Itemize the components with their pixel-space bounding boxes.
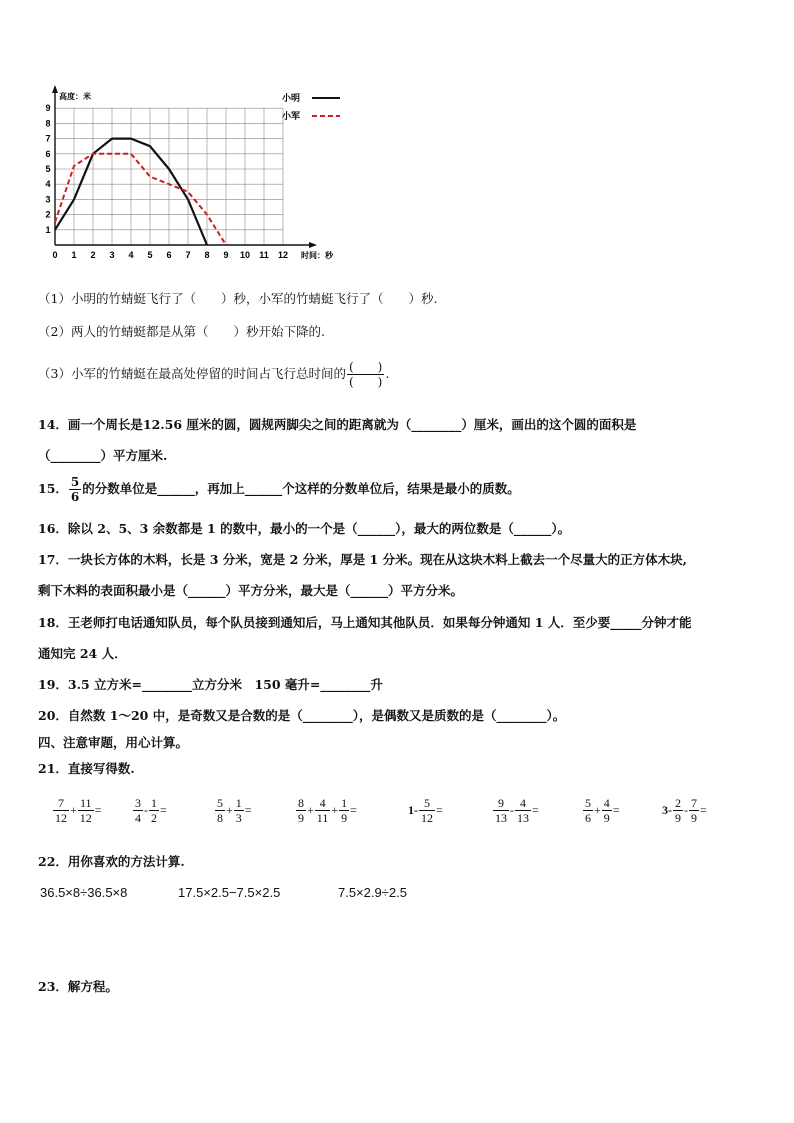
operator: = — [612, 803, 620, 817]
operator: = — [94, 803, 102, 817]
y-tick-label: 6 — [45, 148, 51, 159]
fraction-numerator: 11 — [78, 796, 94, 811]
x-tick-label: 8 — [204, 250, 210, 260]
fraction-numerator: 9 — [493, 796, 509, 811]
fraction-numerator: 1 — [341, 796, 348, 810]
x-tick-label: 10 — [239, 250, 251, 260]
q22-title: 22．用你喜欢的方法计算. — [38, 854, 185, 869]
section-heading: 四、注意审题，用心计算。 — [38, 735, 189, 750]
fraction-denominator: 12 — [79, 811, 92, 825]
q21-expression — [214, 796, 252, 825]
fraction-numerator: 3 — [135, 796, 141, 810]
x-axis-arrow — [309, 242, 317, 248]
operator: = — [436, 803, 443, 817]
x-tick-label: 3 — [109, 250, 115, 260]
x-tick-label: 7 — [185, 250, 191, 260]
y-axis-label: 高度：米 — [59, 92, 91, 102]
operator: + — [70, 803, 77, 817]
y-tick-label: 2 — [45, 209, 51, 220]
y-tick-label: 4 — [45, 179, 51, 190]
fraction — [515, 796, 531, 825]
operator: = — [700, 803, 707, 817]
fraction-denominator: 9 — [298, 811, 304, 825]
q21-expression — [295, 796, 357, 825]
q22-expr-2: 17.5×2.5−7.5×2.5 — [178, 885, 281, 900]
y-tick-label: 5 — [45, 164, 51, 174]
legend-label: 小军 — [282, 111, 301, 121]
fraction-numerator: 5 — [419, 796, 435, 811]
fraction — [149, 796, 159, 825]
operator: = — [160, 803, 167, 817]
y-axis-arrow — [52, 85, 58, 93]
q13-part2: （2）两人的竹蜻蜓都是从第（ ）秒开始下降的. — [38, 324, 325, 339]
legend-label: 小明 — [282, 93, 301, 103]
fraction — [602, 796, 612, 825]
operator: - — [684, 803, 688, 817]
operator: + — [594, 803, 601, 817]
x-tick-label: 12 — [277, 250, 289, 260]
q13-part1: （1）小明的竹蜻蜓飞行了（ ）秒，小军的竹蜻蜓飞行了（ ）秒. — [38, 291, 438, 306]
q18-line1: 18．王老师打电话通知队员，每个队员接到通知后，马上通知其他队员．如果每分钟通知 1 人．至少要_____分钟才能 — [38, 615, 692, 630]
fraction-numerator: 4 — [603, 796, 610, 810]
operator: - — [510, 803, 514, 817]
fraction — [493, 796, 509, 825]
q21-expression — [582, 796, 620, 825]
fraction-denominator: 9 — [691, 811, 697, 825]
q14-line1: 14．画一个周长是12.56 厘米的圆，圆规两脚尖之间的距离就为（________）厘米，画出的这个圆的面积是 — [38, 417, 637, 432]
x-tick-label: 1 — [71, 250, 77, 260]
fraction — [315, 796, 331, 825]
y-tick-label: 9 — [45, 103, 51, 114]
operator: 3- — [662, 803, 672, 817]
flight-chart — [30, 85, 360, 275]
fraction-denominator: 3 — [235, 811, 242, 825]
q21-expression — [52, 796, 102, 825]
fraction-numerator: 5 — [217, 796, 223, 810]
fraction-numerator: 1 — [235, 796, 242, 810]
operator: + — [307, 803, 314, 817]
q15 — [38, 475, 520, 504]
fraction — [419, 796, 435, 825]
q13-part3-text: （3）小军的竹蜻蜓在最高处停留的时间占飞行总时间的 — [38, 366, 346, 381]
fraction-numerator: 1 — [151, 796, 157, 810]
fraction — [583, 796, 593, 825]
operator: - — [144, 803, 148, 817]
fraction-numerator: 7 — [53, 796, 69, 811]
x-axis-label: 时间：秒 — [301, 251, 333, 260]
y-tick-label: 7 — [45, 133, 51, 144]
q17-line2: 剩下木料的表面积最小是（______）平方分米，最大是（______）平方分米。 — [38, 583, 464, 598]
q21-expression — [662, 796, 707, 825]
fraction — [215, 796, 225, 825]
fraction-denominator: 13 — [517, 811, 529, 825]
q21-expression — [492, 796, 539, 825]
fraction-denominator: 6 — [585, 811, 591, 825]
q18-line2: 通知完 24 人． — [38, 646, 127, 661]
q21-expression — [408, 796, 443, 825]
x-tick-label: 0 — [52, 250, 58, 260]
fraction — [296, 796, 306, 825]
fraction-numerator: ( ) — [348, 360, 383, 374]
fraction-denominator: 9 — [675, 811, 681, 825]
q16: 16．除以 2、5、3 余数都是 1 的数中，最小的一个是（______），最大的两位数是（______）。 — [38, 521, 571, 536]
fraction-denominator: 9 — [341, 811, 348, 825]
fraction-numerator: 8 — [298, 796, 304, 810]
q15-number: 15． — [38, 481, 68, 496]
fraction-denominator: 11 — [316, 811, 329, 825]
x-tick-label: 9 — [223, 250, 229, 260]
q15-text: 的分数单位是______，再加上______个这样的分数单位后，结果是最小的质数。 — [82, 481, 520, 496]
fraction-denominator: 12 — [55, 811, 67, 825]
q22-expr-1: 36.5×8÷36.5×8 — [40, 885, 128, 900]
fraction-denominator: 13 — [495, 811, 507, 825]
fraction-denominator: 6 — [70, 490, 80, 504]
fraction-denominator: 4 — [135, 811, 141, 825]
fraction-numerator: 4 — [515, 796, 531, 811]
operator: 1- — [408, 803, 418, 817]
y-tick-label: 3 — [45, 194, 51, 205]
operator: + — [331, 803, 339, 817]
fraction-denominator: 9 — [603, 811, 610, 825]
fraction — [339, 796, 349, 825]
q23-title: 23．解方程。 — [38, 979, 118, 994]
operator: = — [532, 803, 539, 817]
q15-fraction — [69, 475, 81, 504]
q21-expression — [132, 796, 167, 825]
fraction — [133, 796, 143, 825]
q17-line1: 17．一块长方体的木料，长是 3 分米，宽是 2 分米，厚是 1 分米。现在从这块木料上截去一个尽量大的正方体木块, — [38, 552, 687, 567]
x-tick-label: 11 — [259, 250, 269, 260]
fraction — [234, 796, 244, 825]
operator: = — [244, 803, 252, 817]
fraction-numerator: 7 — [691, 796, 697, 810]
operator: + — [226, 803, 233, 817]
q13-part3 — [38, 360, 389, 389]
fraction-numerator: 2 — [675, 796, 681, 810]
operator: = — [350, 803, 357, 817]
x-tick-label: 5 — [147, 250, 153, 260]
fraction-denominator: 12 — [421, 811, 433, 825]
fraction-numerator: 5 — [70, 475, 80, 489]
fraction-numerator: 5 — [585, 796, 591, 810]
x-tick-label: 4 — [128, 250, 134, 260]
q13-part3-fraction — [347, 360, 384, 389]
fraction-numerator: 4 — [315, 796, 331, 811]
q19: 19．3.5 立方米=________立方分米 150 毫升=________升 — [38, 677, 383, 692]
q22-expr-3: 7.5×2.9÷2.5 — [338, 885, 407, 900]
fraction — [78, 796, 94, 825]
fraction-denominator: 8 — [217, 811, 223, 825]
y-tick-label: 8 — [45, 118, 51, 129]
x-tick-label: 6 — [166, 250, 172, 260]
x-tick-label: 2 — [90, 250, 96, 260]
q20: 20．自然数 1～20 中，是奇数又是合数的是（________），是偶数又是质数的是（________）。 — [38, 708, 566, 723]
fraction — [53, 796, 69, 825]
q21-title: 21．直接写得数. — [38, 761, 135, 776]
fraction — [673, 796, 683, 825]
fraction-denominator: ( ) — [348, 375, 383, 389]
fraction — [689, 796, 699, 825]
q13-part3-end: . — [385, 366, 390, 381]
q14-line2: （________）平方厘米. — [38, 448, 168, 463]
y-tick-label: 1 — [45, 224, 51, 235]
fraction-denominator: 2 — [151, 811, 157, 825]
